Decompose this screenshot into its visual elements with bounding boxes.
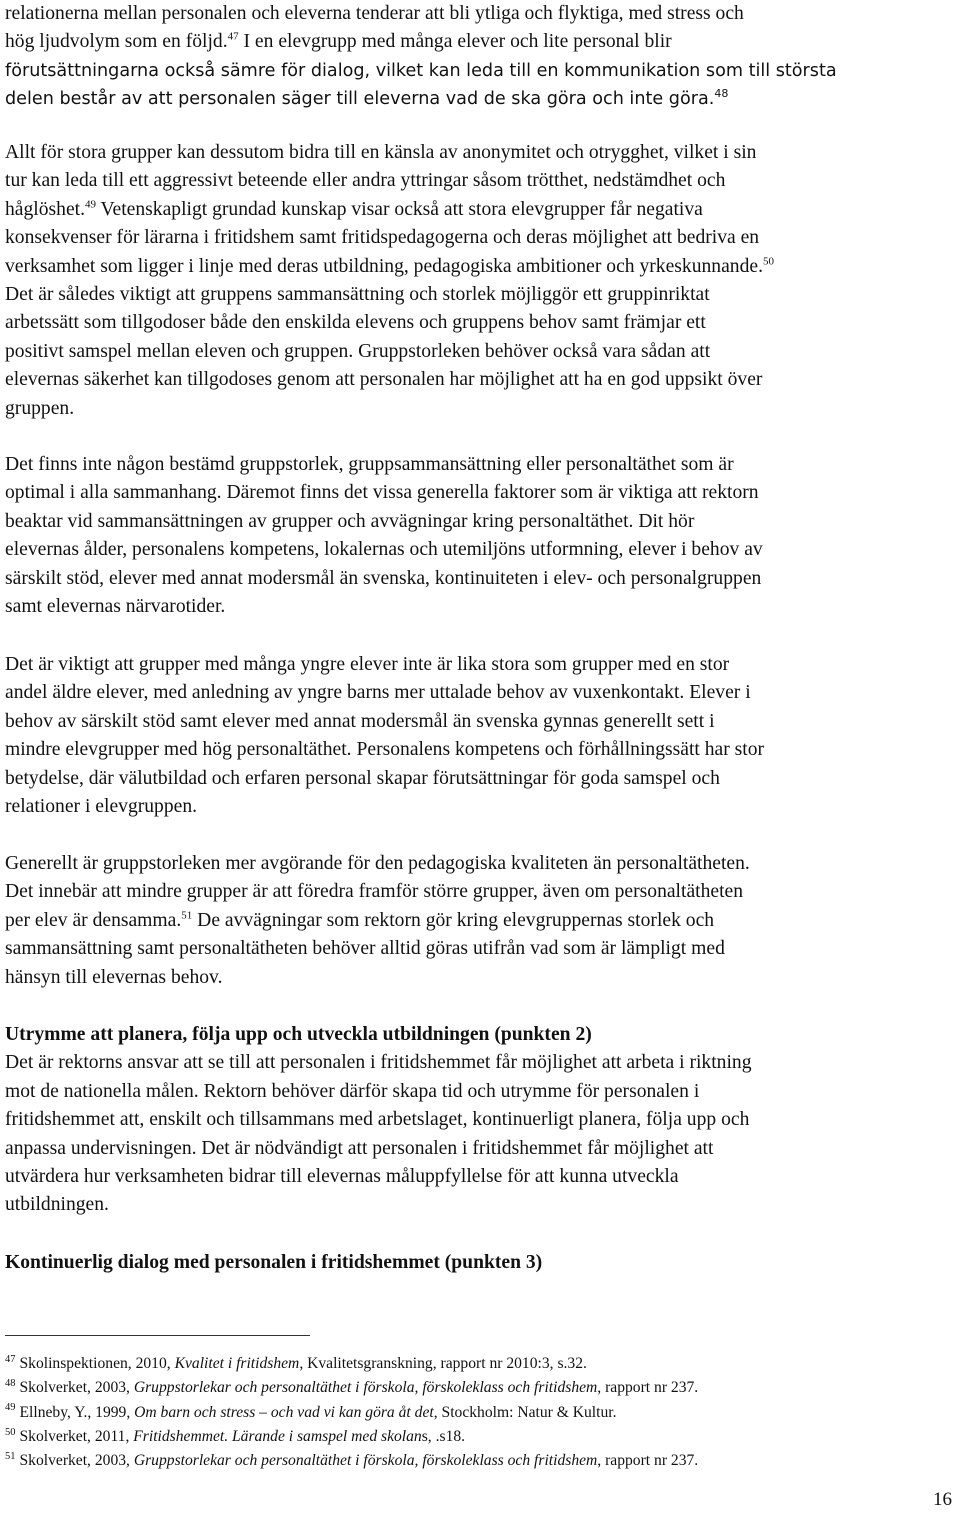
text-line: elevernas ålder, personalens kompetens, lokalernas och utemiljöns utformning, elever i behov av [5,539,763,561]
footnote-ref: 47 [227,30,239,43]
text-line [5,907,953,935]
footnote-number: 51 [5,1451,16,1462]
text-line: sammansättning samt personaltätheten behöver alltid göras utifrån vad som är lämpligt med [5,938,725,960]
text-line: anpassa undervisningen. Det är nödvändigt att personalen i fritidshemmet får möjlighet att [5,1137,714,1159]
text-line: samt elevernas närvarotider. [5,596,226,618]
paragraph-4 [5,651,953,821]
text-line: Det är viktigt att grupper med många yngre elever inte är lika stora som grupper med en stor [5,654,730,675]
text-line: betydelse, där välutbildad och erfaren personal skapar förutsättningar för goda samspel och [5,767,720,789]
text-line: beaktar vid sammansättningen av grupper och avvägningar kring personaltäthet. Dit hör [5,510,695,532]
text-line: gruppen. [5,397,75,419]
paragraph-1 [5,0,953,114]
footnotes [5,1352,953,1473]
text-line [5,28,953,56]
footnote-number: 50 [5,1426,16,1438]
text-span: verksamhet som ligger i linje med deras utbildning, pedagogiska ambitioner och yrkeskunnande. [5,255,763,277]
text-line: Allt för stora grupper kan dessutom bidra till en känsla av anonymitet och otrygghet, vilket i sin [5,142,757,163]
footnote-text: Skolverket, 2011, [19,1427,134,1445]
section-heading: Kontinuerlig dialog med personalen i fritidshemmet (punkten 3) [5,1252,543,1273]
text-line: hänsyn till elevernas behov. [5,966,223,988]
footnote-number: 47 [5,1353,16,1365]
section-planning [5,1021,953,1220]
footnote [5,1449,953,1473]
footnote-ref: 51 [181,909,193,922]
text-line: elevernas säkerhet kan tillgodoses genom att personalen har möjlighet att ha en god uppsikt över [5,369,763,391]
footnote-title: Gruppstorlekar och personaltäthet i förskola, förskoleklass och fritidshem [133,1452,598,1470]
text-line: utbildningen. [5,1194,109,1216]
footnote [5,1376,953,1400]
text-line [5,196,953,224]
footnote [5,1352,953,1376]
footnote-ref: 50 [763,255,774,268]
paragraph-3 [5,451,953,621]
text-span: delen består av att personalen säger till eleverna vad de ska göra och inte göra. [5,89,715,110]
footnote-title: Gruppstorlekar och personaltäthet i förskola, förskoleklass och fritidshem [133,1379,598,1397]
text-line: Det är rektorns ansvar att se till att personalen i fritidshemmet får möjlighet att arbeta i riktning [5,1052,752,1074]
footnote-text: Skolinspektionen, 2010, [19,1355,175,1372]
text-line: utvärdera hur verksamheten bidrar till elevernas måluppfyllelse för att kunna utveckla [5,1166,679,1188]
text-line: mindre elevgrupper med hög personaltäthet. Personalens kompetens och förhållningssätt har stor [5,739,765,761]
text-line: behov av särskilt stöd samt elever med annat modersmål än svenska gynnas generellt sett i [5,710,715,732]
footnote-ref: 48 [714,87,729,101]
text-line: Det är således viktigt att gruppens sammansättning och storlek möjliggör ett gruppinriktat [5,284,710,306]
paragraph-2 [5,139,953,423]
text-span: per elev är densamma. [5,909,182,931]
text-line: Det innebär att mindre grupper är att föredra framför större grupper, även om personaltätheten [5,881,744,903]
text-line: fritidshemmet att, enskilt och tillsammans med arbetslaget, kontinuerligt planera, följa upp och [5,1109,750,1131]
footnote-separator [5,1335,310,1336]
text-line: optimal i alla sammanhang. Däremot finns det vissa generella faktorer som är viktiga att rektorn [5,482,759,504]
text-line: relationerna mellan personalen och eleverna tenderar att bli ytliga och flyktiga, med stress och [5,3,744,24]
text-line: positivt samspel mellan eleven och gruppen. Gruppstorleken behöver också vara sådan att [5,340,711,362]
footnote-text: , rapport nr 237. [597,1379,699,1397]
footnote-text: , Kvalitetsgranskning, rapport nr 2010:3, s.32. [299,1355,587,1372]
section-heading: Utrymme att planera, följa upp och utveckla utbildningen (punkten 2) [5,1024,592,1045]
text-line: Generellt är gruppstorleken mer avgörande för den pedagogiska kvaliteten än personaltätheten. [5,853,750,874]
text-span: Vetenskapligt grundad kunskap visar också att stora elevgrupper får negativa [96,198,703,220]
footnote-text: Skolverket, 2003, [19,1452,134,1470]
footnote-title: Kvalitet i fritidshem [174,1355,300,1372]
text-span: hög ljudvolym som en följd. [5,31,228,53]
text-line: tur kan leda till ett aggressivt beteende eller andra yttringar såsom trötthet, nedstämdhet och [5,170,726,192]
footnote-text: Ellneby, Y., 1999, [19,1403,135,1421]
footnote-number: 48 [5,1378,16,1390]
footnote-title: Om barn och stress – och vad vi kan göra åt det [134,1403,434,1421]
paragraph-5 [5,850,953,992]
footnote-ref: 49 [85,198,96,211]
text-line: särskilt stöd, elever med annat modersmål än svenska, kontinuiteten i elev- och personalgruppen [5,567,762,589]
page-number: 16 [933,1489,952,1510]
footnote-title: Fritidshemmet. Lärande i samspel med skolan [133,1427,422,1445]
text-span: I en elevgrupp med många elever och lite personal blir [238,31,672,53]
footnote-number: 49 [5,1402,16,1414]
text-line: konsekvenser för lärarna i fritidshem samt fritidspedagogerna och deras möjlighet att bedriva en [5,227,760,249]
footnote-text: Skolverket, 2003, [19,1379,134,1397]
text-line: relationer i elevgruppen. [5,796,198,818]
text-span: håglöshet. [5,198,85,220]
text-line [5,85,953,113]
footnote-text: , Stockholm: Natur & Kultur. [433,1403,617,1421]
footnote [5,1425,953,1449]
text-line: mot de nationella målen. Rektorn behöver därför skapa tid och utrymme för personalen i [5,1080,700,1102]
text-line [5,253,953,281]
text-line: Det finns inte någon bestämd gruppstorlek, gruppsammansättning eller personaltäthet som är [5,454,734,475]
footnote-text: , rapport nr 237. [597,1452,699,1470]
footnote [5,1401,953,1425]
text-line: arbetssätt som tillgodoser både den enskilda elevens och gruppens behov samt främjar ett [5,312,706,334]
text-line: förutsättningarna också sämre för dialog, vilket kan leda till en kommunikation som till största [5,60,837,81]
footnote-text: s, .s18. [421,1427,466,1445]
text-span: De avvägningar som rektorn gör kring elevgruppernas storlek och [192,909,715,931]
text-line: andel äldre elever, med anledning av yngre barns mer uttalade behov av vuxenkontakt. Elever i [5,682,751,704]
